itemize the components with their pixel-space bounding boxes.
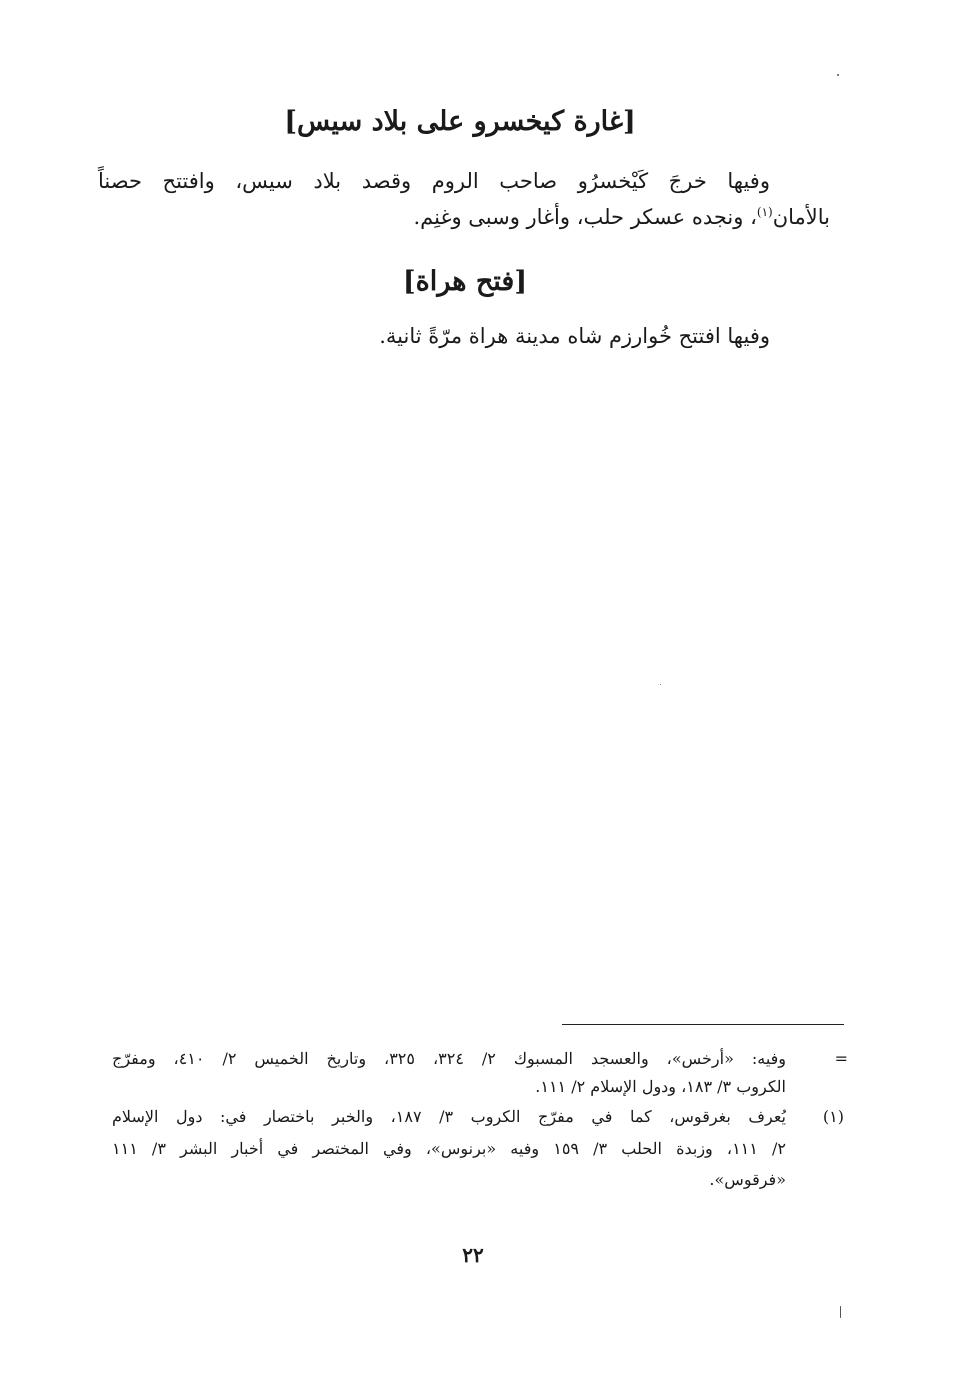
scan-speck: [660, 684, 661, 685]
line-rest: ، ونجده عسكر حلب، وأغار وسبى وغنِم.: [413, 205, 757, 229]
scan-speck: [840, 1306, 841, 1318]
paragraph-raid-line-2: [414, 204, 831, 231]
footnote-1-line-1: يُعرف بغرقوس، كما في مفرّج الكروب ٣/ ١٨٧، والخبر باختصار في: دول الإسلام: [112, 1107, 786, 1126]
footnote-separator: [562, 1024, 844, 1025]
footnote-1-line-3: «فرقوس».: [709, 1170, 786, 1189]
footnote-1-marker: (١): [822, 1107, 844, 1126]
paragraph-herat-line-1: وفيها افتتح خُوارزم شاه مدينة هراة مرّةً ثانية.: [379, 324, 770, 348]
footnote-reference[interactable]: (١): [756, 205, 773, 219]
scan-speck: [837, 74, 839, 76]
line-prefix: بالأمان: [772, 205, 830, 229]
footnote-continuation-line-1: وفيه: «أرخس»، والعسجد المسبوك ٢/ ٣٢٤، ٣٢٥، وتاريخ الخميس ٢/ ٤١٠، ومفرّج: [112, 1049, 787, 1068]
footnote-continuation-line-2: الكروب ٣/ ١٨٣، ودول الإسلام ٢/ ١١١.: [535, 1077, 786, 1096]
section-heading-herat: [فتح هراة]: [402, 266, 528, 297]
paragraph-raid-line-1: وفيها خرجَ كَيْخسرُو صاحب الروم وقصد بلاد سيس، وافتتح حصناً: [98, 169, 770, 193]
footnote-1-line-2: ٢/ ١١١، وزبدة الحلب ٣/ ١٥٩ وفيه «برنوس»، وفي المختصر في أخبار البشر ٣/ ١١١: [112, 1139, 786, 1158]
section-heading-raid: [غارة كيخسرو على بلاد سيس]: [284, 106, 636, 137]
page-number: ٢٢: [462, 1243, 484, 1267]
footnote-continuation-marker: =: [834, 1049, 848, 1068]
